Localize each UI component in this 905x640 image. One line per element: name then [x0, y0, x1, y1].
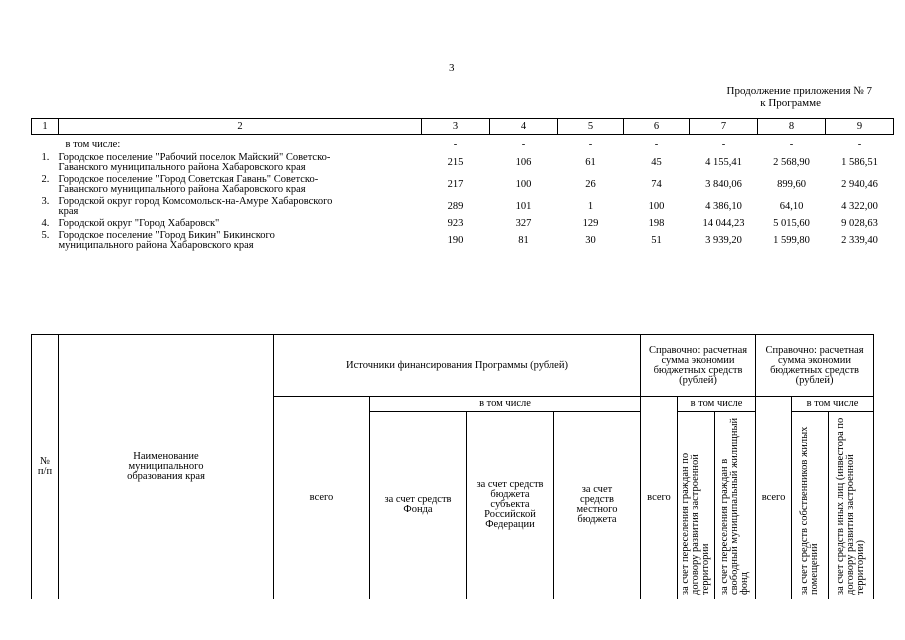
column-header: 7: [690, 119, 758, 135]
row-index: 2.: [41, 173, 50, 185]
table-cell: 190: [447, 234, 464, 246]
num-header: № п/п: [32, 335, 59, 599]
table-cell: 106: [515, 156, 532, 168]
table-cell: 2 940,46: [841, 178, 878, 190]
table-cell: 215: [447, 156, 464, 168]
fund-header: за счет средств Фонда: [370, 412, 467, 599]
table-cell: -: [521, 139, 526, 151]
table-cell: -: [857, 139, 862, 151]
appendix-caption: [660, 85, 872, 109]
sources-header: Источники финансирования Программы (рублей): [274, 335, 641, 397]
table-cell: 100: [515, 178, 532, 190]
table-cell: 4 386,10: [705, 200, 742, 212]
row-index: 4.: [41, 217, 50, 229]
table-cell: 1: [587, 200, 594, 212]
appendix-line-2: к Программе: [760, 97, 821, 109]
table-cell: 2 568,90: [773, 156, 810, 168]
ref2-b-header: за счет средств иных лиц (инвестора по договору развития застроенной территории): [829, 412, 874, 599]
table-cell: 101: [515, 200, 532, 212]
table-cell: -: [588, 139, 593, 151]
table-cell: 2 339,40: [841, 234, 878, 246]
table-cell: 61: [585, 156, 596, 168]
table-row: [32, 152, 894, 174]
ref2-including-header: в том числе: [792, 397, 874, 412]
table-cell: -: [453, 139, 458, 151]
row-name: Городское поселение "Рабочий поселок Майский" Советско-Гаванского муниципального района Хабаровского края: [58, 151, 331, 173]
table-cell: 30: [585, 234, 596, 246]
table-cell: 198: [648, 217, 665, 229]
table-cell: 1 599,80: [773, 234, 810, 246]
column-header: 3: [422, 119, 490, 135]
ref2-a-header: за счет средств собственников жилых помещений: [792, 412, 829, 599]
table-cell: 899,60: [777, 178, 806, 190]
page-number: 3: [449, 62, 455, 74]
table-cell: 51: [651, 234, 662, 246]
table-cell: -: [789, 139, 794, 151]
table-cell: 81: [518, 234, 529, 246]
local-budget-header: за счет средств местного бюджета: [554, 412, 641, 599]
table-cell: 4 322,00: [841, 200, 878, 212]
row-name: Городской округ город Комсомольск-на-Амуре Хабаровского края: [58, 195, 333, 217]
row-index: 5.: [41, 229, 50, 241]
table-cell: 3 939,20: [705, 234, 742, 246]
table-row: [32, 196, 894, 218]
row-index: 3.: [41, 195, 50, 207]
table-cell: -: [721, 139, 726, 151]
municipal-summary-table: [31, 118, 894, 252]
table-cell: 1 586,51: [841, 156, 878, 168]
table-cell: 923: [447, 217, 464, 229]
table-cell: 74: [651, 178, 662, 190]
ref2-total-header: всего: [756, 397, 792, 599]
ref1-a-header: за счет переселения граждан по договору развития застроенной территории: [678, 412, 715, 599]
total-header: всего: [274, 397, 370, 599]
column-header: 9: [826, 119, 894, 135]
subtitle-label: в том числе:: [65, 139, 121, 150]
row-name: Городское поселение "Город Бикин" Бикинского муниципального района Хабаровского края: [58, 229, 275, 251]
table-cell: 4 155,41: [705, 156, 742, 168]
table-cell: 217: [447, 178, 464, 190]
table-cell: 9 028,63: [841, 217, 878, 229]
table-cell: 100: [648, 200, 665, 212]
ref1-header: Справочно: расчетная сумма экономии бюджетных средств (рублей): [641, 335, 756, 397]
ref1-including-header: в том числе: [678, 397, 756, 412]
column-header: 1: [32, 119, 59, 135]
table-cell: 26: [585, 178, 596, 190]
column-header: 5: [558, 119, 624, 135]
table-cell: 14 044,23: [702, 217, 745, 229]
table-row: [32, 218, 894, 230]
table-row: [32, 174, 894, 196]
table-cell: 129: [582, 217, 599, 229]
row-index: 1.: [41, 151, 50, 163]
column-header: 4: [490, 119, 558, 135]
table-row: [32, 230, 894, 252]
row-name: Городской округ "Город Хабаровск": [58, 217, 220, 229]
column-header: 8: [758, 119, 826, 135]
subject-budget-header: за счет средств бюджета субъекта Российской Федерации: [467, 412, 554, 599]
table-cell: 64,10: [779, 200, 804, 212]
financing-sources-table: [31, 334, 874, 599]
table-cell: 327: [515, 217, 532, 229]
ref1-b-header: за счет переселения граждан в свободный муниципальный жилищный фонд: [715, 412, 756, 599]
table-cell: -: [654, 139, 659, 151]
including-header: в том числе: [370, 397, 641, 412]
column-header: 2: [59, 119, 422, 135]
row-name: Городское поселение "Город Советская Гавань" Советско-Гаванского муниципального района Хабаровского края: [58, 173, 319, 195]
name-header: Наименование муниципального образования края: [59, 335, 274, 599]
column-header: 6: [624, 119, 690, 135]
ref2-header: Справочно: расчетная сумма экономии бюджетных средств (рублей): [756, 335, 874, 397]
appendix-line-1: Продолжение приложения № 7: [726, 85, 872, 97]
subtitle-row: [32, 135, 894, 152]
table-cell: 3 840,06: [705, 178, 742, 190]
column-number-row: [32, 119, 894, 135]
ref1-total-header: всего: [641, 397, 678, 599]
table-cell: 45: [651, 156, 662, 168]
table-cell: 289: [447, 200, 464, 212]
table-cell: 5 015,60: [773, 217, 810, 229]
